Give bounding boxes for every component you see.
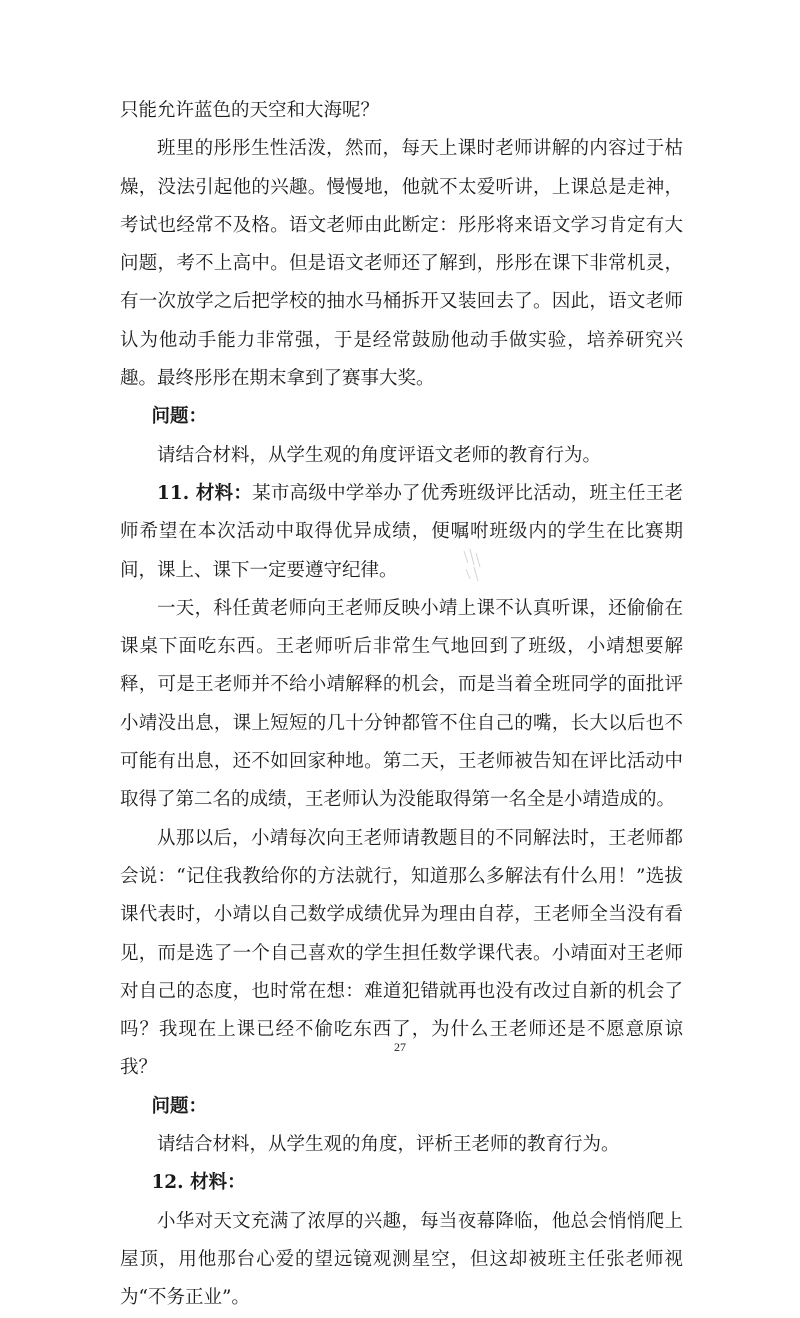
paragraph-material-10: 班里的彤彤生性活泼，然而，每天上课时老师讲解的内容过于枯燥，没法引起他的兴趣。慢慢地，他就不太爱听讲，上课总是走神，考试也经常不及格。语文老师由此断定：彤彤将来语文学习肯定有大问题，考不上高中。但是语文老师还了解到，彤彤在课下非常机灵，有一次放学之后把学校的抽水马桶拆开又装回去了。因此，语文老师认为他动手能力非常强，于是经常鼓励他动手做实验，培养研究兴趣。最终彤彤在期末拿到了赛事大奖。 [120, 138, 683, 390]
question-11-label: 问题： [151, 1095, 207, 1117]
material-11-paragraph-3: 从那以后，小靖每次向王老师请教题目的不同解法时，王老师都会说：“记住我教给你的方法就行，知道那么多解法有什么用！”选拔课代表时，小靖以自己数学成绩优异为理由自荐，王老师全当没有看见，而是选了一个自己喜欢的学生担任数学课代表。小靖面对王老师对自己的态度，也时常在想：难道犯错就再也没有改过自新的机会了吗？我现在上课已经不偷吃东西了，为什么王老师还是不愿意原谅我？ [120, 827, 683, 1079]
watermark-icon [458, 545, 488, 585]
page-number: 27 [394, 1040, 406, 1054]
material-12-label: 12. 材料： [151, 1172, 246, 1194]
paragraph-continuation: 只能允许蓝色的天空和大海呢？ [120, 100, 380, 121]
material-12-paragraph-1: 小华对天文充满了浓厚的兴趣，每当夜幕降临，他总会悄悄爬上屋顶，用他那台心爱的望远镜观测星空，但这却被班主任张老师视为“不务正业”。 [120, 1210, 683, 1309]
question-10-label: 问题： [151, 406, 207, 428]
material-11-intro [120, 475, 683, 590]
question-11-text: 请结合材料，从学生观的角度，评析王老师的教育行为。 [157, 1134, 620, 1156]
question-10-text: 请结合材料，从学生观的角度评语文老师的教育行为。 [157, 444, 602, 466]
material-11-paragraph-2: 一天，科任黄老师向王老师反映小靖上课不认真听课，还偷偷在课桌下面吃东西。王老师听后非常生气地回到了班级，小靖想要解释，可是王老师并不给小靖解释的机会，而是当着全班同学的面批评小靖没出息，课上短短的几十分钟都管不住自己的嘴，长大以后也不可能有出息，还不如回家种地。第二天，王老师被告知在评比活动中取得了第二名的成绩，王老师认为没能取得第一名全是小靖造成的。 [120, 597, 683, 811]
material-11-label: 11. 材料： [157, 482, 253, 504]
material-11-text: 某市高级中学举办了优秀班级评比活动，班主任王老师希望在本次活动中取得优异成绩，便嘱咐班级内的学生在比赛期间，课上、课下一定要遵守纪律。 [120, 482, 683, 581]
document-body [120, 92, 683, 1318]
